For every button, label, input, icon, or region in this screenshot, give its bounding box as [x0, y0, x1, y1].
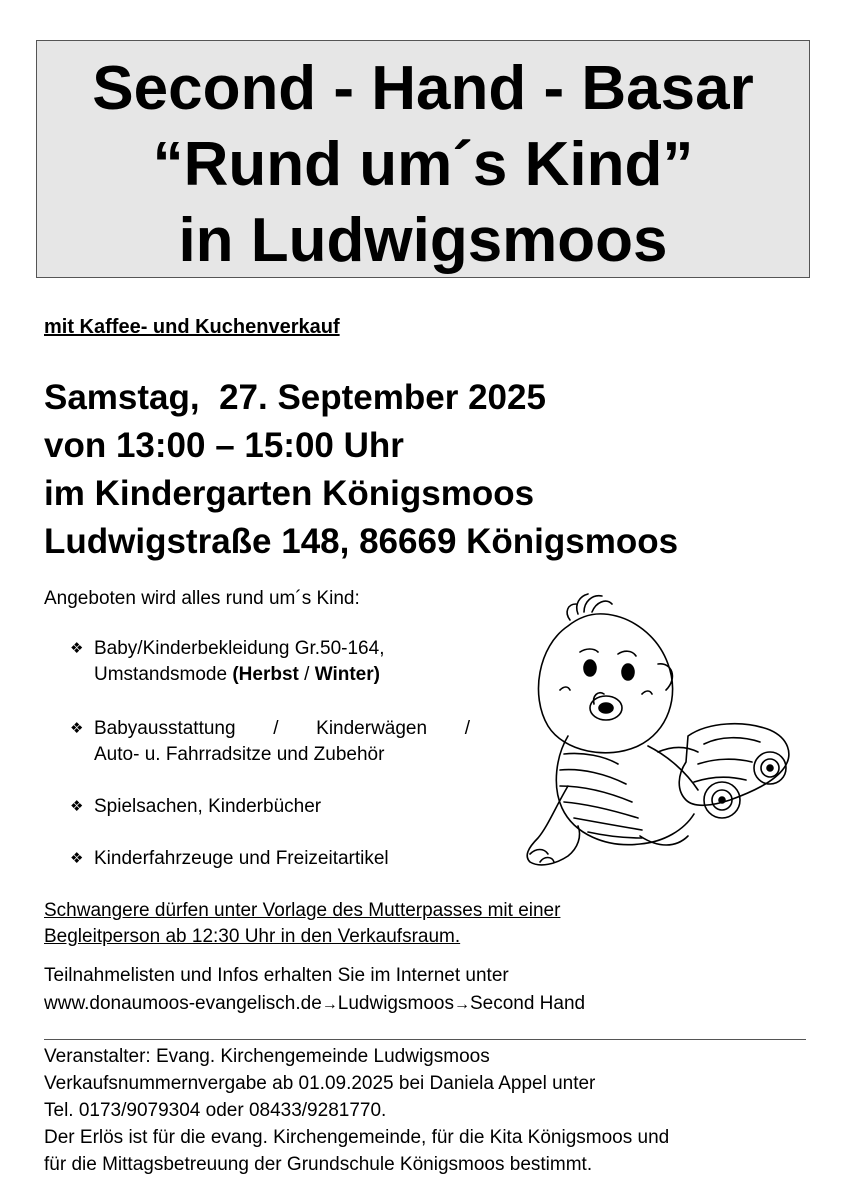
offer-item1-line1: Baby/Kinderbekleidung Gr.50-164, [94, 638, 385, 659]
footer-line-1: Veranstalter: Evang. Kirchengemeinde Ludwigsmoos [44, 1046, 490, 1067]
offer-item2-part-b: Kinderwägen [316, 718, 428, 739]
offer-item2-line1 [94, 716, 470, 742]
offer-season-sep: / [298, 664, 315, 685]
info-path-1: Ludwigsmoos [337, 993, 454, 1014]
offer-item3: Spielsachen, Kinderbücher [94, 796, 322, 817]
pregnant-notice [44, 898, 560, 950]
footer-line-2: Verkaufsnummernvergabe ab 01.09.2025 bei Daniela Appel unter [44, 1073, 596, 1094]
event-time: von 13:00 – 15:00 Uhr [44, 426, 404, 465]
bullet-icon: ❖ [70, 850, 84, 867]
event-date: Samstag, 27. September 2025 [44, 378, 546, 417]
list-item [70, 716, 470, 768]
subtitle: mit Kaffee- und Kuchenverkauf [44, 316, 340, 338]
info-path-2: Second Hand [469, 993, 586, 1014]
list-item [70, 846, 470, 872]
footer-line-4: Der Erlös ist für die evang. Kirchengemeinde, für die Kita Königsmoos und [44, 1127, 670, 1148]
event-address: Ludwigstraße 148, 86669 Königsmoos [44, 522, 679, 561]
bullet-icon: ❖ [70, 720, 84, 737]
bullet-icon: ❖ [70, 640, 84, 657]
footer [44, 1043, 669, 1178]
info-line-2 [44, 990, 585, 1019]
event-details [44, 374, 678, 566]
offer-item2-line2: Auto- u. Fahrradsitze und Zubehör [94, 744, 385, 765]
offer-season-herbst: (Herbst [232, 664, 299, 685]
arrow-icon: → [321, 996, 338, 1013]
title-box [36, 40, 810, 278]
arrow-icon: → [453, 996, 470, 1013]
offer-item1-prefix: Umstandsmode [94, 664, 233, 685]
notice-line-2: Begleitperson ab 12:30 Uhr in den Verkaufsraum. [44, 926, 461, 947]
info-url[interactable]: www.donaumoos-evangelisch.de [44, 993, 322, 1014]
offer-item2-sep2: / [464, 718, 470, 739]
offer-season-winter: Winter) [314, 664, 380, 685]
info-line-1: Teilnahmelisten und Infos erhalten Sie im Internet unter [44, 965, 509, 986]
divider [44, 1039, 806, 1040]
offer-item1-line2 [94, 662, 470, 688]
title-line-2: “Rund um´s Kind” [152, 130, 694, 199]
offer-item2-part-a: Babyausstattung [94, 718, 236, 739]
bullet-icon: ❖ [70, 798, 84, 815]
footer-line-5: für die Mittagsbetreuung der Grundschule Königsmoos bestimmt. [44, 1154, 593, 1175]
notice-line-1: Schwangere dürfen unter Vorlage des Mutterpasses mit einer [44, 900, 561, 921]
info-block [44, 962, 585, 1019]
event-location: im Kindergarten Königsmoos [44, 474, 535, 513]
footer-line-3: Tel. 0173/9079304 oder 08433/9281770. [44, 1100, 387, 1121]
title-line-3: in Ludwigsmoos [178, 206, 668, 275]
offer-item4: Kinderfahrzeuge und Freizeitartikel [94, 848, 389, 869]
offers-intro: Angeboten wird alles rund um´s Kind: [44, 588, 360, 609]
list-item [70, 636, 470, 688]
offer-item2-sep1: / [273, 718, 279, 739]
title-line-1: Second - Hand - Basar [92, 54, 754, 123]
list-item [70, 794, 470, 820]
crawling-baby-illustration [508, 586, 800, 876]
